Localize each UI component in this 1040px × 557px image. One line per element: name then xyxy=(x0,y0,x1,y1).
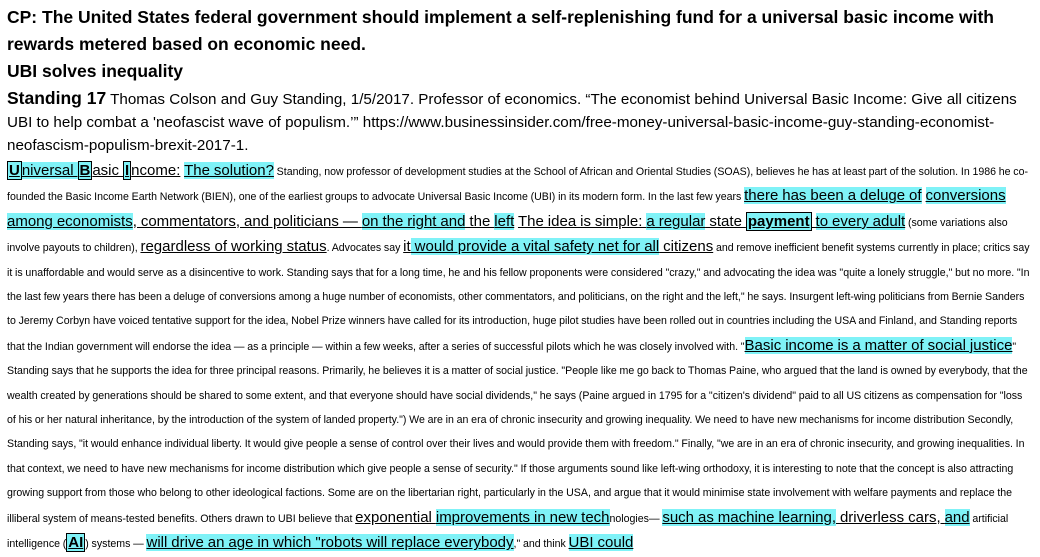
underlined-text: asic xyxy=(92,162,123,179)
card-body-text xyxy=(7,159,1033,557)
highlighted-text: B xyxy=(79,162,91,179)
citation-text: Thomas Colson and Guy Standing, 1/5/2017. Professor of economics. “The economist behind Universal Basic Income: Give all citizens UBI to help combat a 'neofascist wave of populism.’” https://www.businessinsider.com/free-money-universal-basic-income-guy-standing-economist-neofascism-populism-brexit-2017-1. xyxy=(7,91,1017,154)
counterplan-heading: CP: The United States federal government should implement a self-replenishing fund for a universal basic income with rewards metered based on economic need. xyxy=(7,7,994,54)
highlighted-text: on the right and xyxy=(361,212,466,230)
underlined-text: ncome: xyxy=(131,162,181,179)
highlighted-text: a regular xyxy=(646,212,706,230)
highlighted-text: The solution? xyxy=(184,162,274,179)
underlined-text: it xyxy=(403,238,411,256)
highlighted-text: there has been a deluge of xyxy=(744,187,922,205)
underlined-text: state xyxy=(705,212,746,230)
underlined-text: , commentators, and politicians — xyxy=(132,212,362,230)
highlighted-text: U xyxy=(9,162,20,179)
card-text: nologies— xyxy=(609,512,663,525)
highlighted-text: would provide a vital safety net for all xyxy=(410,238,660,256)
card-text: (some variations also involve payouts to children), xyxy=(7,216,1008,255)
highlighted-text: and xyxy=(944,508,970,526)
highlighted-text: left xyxy=(494,212,515,230)
highlighted-text: to every adult xyxy=(815,212,906,230)
underlined-text: The idea is simple: xyxy=(517,212,647,230)
underlined-text xyxy=(812,213,816,230)
underlined-text: citizens xyxy=(659,238,714,256)
card-text: Standing, now professor of development studies at the School of African and Oriental Studies (SOAS), believes he has at least part of the solution. In 1986 he co-founded the Basic Income Earth Network (BIEN), one of the earliest groups to advocate Universal Basic Income (UBI) in its modern form. In the last few years xyxy=(7,166,1029,204)
highlighted-text: I xyxy=(125,162,130,179)
card-text xyxy=(922,187,926,204)
underlined-text: exponential xyxy=(355,508,436,526)
highlighted-text: AI xyxy=(68,534,84,552)
underlined-text: the xyxy=(465,212,495,230)
card-citation xyxy=(7,87,1033,157)
card-text: " Standing says that he supports the idea for three principal reasons. Primarily, he believes it is a matter of social justice. "People like me go back to Thomas Paine, who argued that the land is owned by everybody, that the wealth created by generations should be shared to some extent, and that everyone should have social dividends," he says (Paine argued in 1795 for a "citizen's dividend" paid to all US citizens as compensation for "loss of his or her natural inheritance, by the introduction of the system of landed property.") We are in an era of chronic insecurity and growing inequality. We need to have new mechanisms for income distribution Secondly, Standing says, "it would enhance individual liberty. It would give people a sense of control over their lives and would provide them with freedom." Finally, "we are in an era of chronic insecurity, and growing inequalities. In that context, we need to have new mechanisms for income distribution which give people a sense of security." If those arguments sound like left-wing orthodoxy, it is interesting to note that the concept is also attracting growing support from those who belong to other ideological factions. Some are on the libertarian right, particularly in the USA, and argue that it would minimise state involvement with welfare payments and replace the illiberal system of means-tested benefits. Others drawn to UBI believe that xyxy=(7,340,1028,525)
highlighted-text: niversal xyxy=(21,162,78,179)
highlighted-text: will drive an age in which "robots will replace everybody xyxy=(146,534,514,552)
card-text: artificial intelligence ( xyxy=(7,512,1009,551)
citation-author-tag: Standing 17 xyxy=(7,88,107,108)
underlined-text: regardless of working status xyxy=(140,238,327,256)
card-tagline: UBI solves inequality xyxy=(7,61,184,81)
highlighted-text: such as machine learning, xyxy=(662,508,836,526)
highlighted-text: UBI could xyxy=(568,534,634,552)
highlighted-text: Basic income is a matter of social justice xyxy=(744,336,1013,354)
card-text: ," and think xyxy=(513,538,569,551)
underlined-text: driverless cars, xyxy=(836,508,945,526)
card-text: and remove inefficient benefit systems currently in place; critics say it is unaffordable and would serve as a disincentive to work. Standing says that for a long time, he and his fellow proponents were considered "crazy," and advocating the idea was "quite a lonely struggle," but no more. "In the last few years there has been a deluge of conversions among a huge number of economists, other commentators, and politicians, on the right and the left," he says. Insurgent left-wing politicians from Bernie Sanders to Jeremy Corbyn have voiced tentative support for the idea, Nobel Prize winners have called for its introduction, huge pilot studies have been rolled out in countries including the USA and Finland, and Standing reports that the Indian government will endorse the idea — as a principle — within a few weeks, after a series of successful pilots which he was closely involved with. " xyxy=(7,242,1030,353)
card-text: . Advocates say xyxy=(326,242,404,255)
highlighted-text: conversions among economists xyxy=(7,187,1006,230)
highlighted-text: payment xyxy=(747,212,810,230)
card-text: ) systems — xyxy=(85,538,147,551)
highlighted-text: improvements in new tech xyxy=(435,508,610,526)
